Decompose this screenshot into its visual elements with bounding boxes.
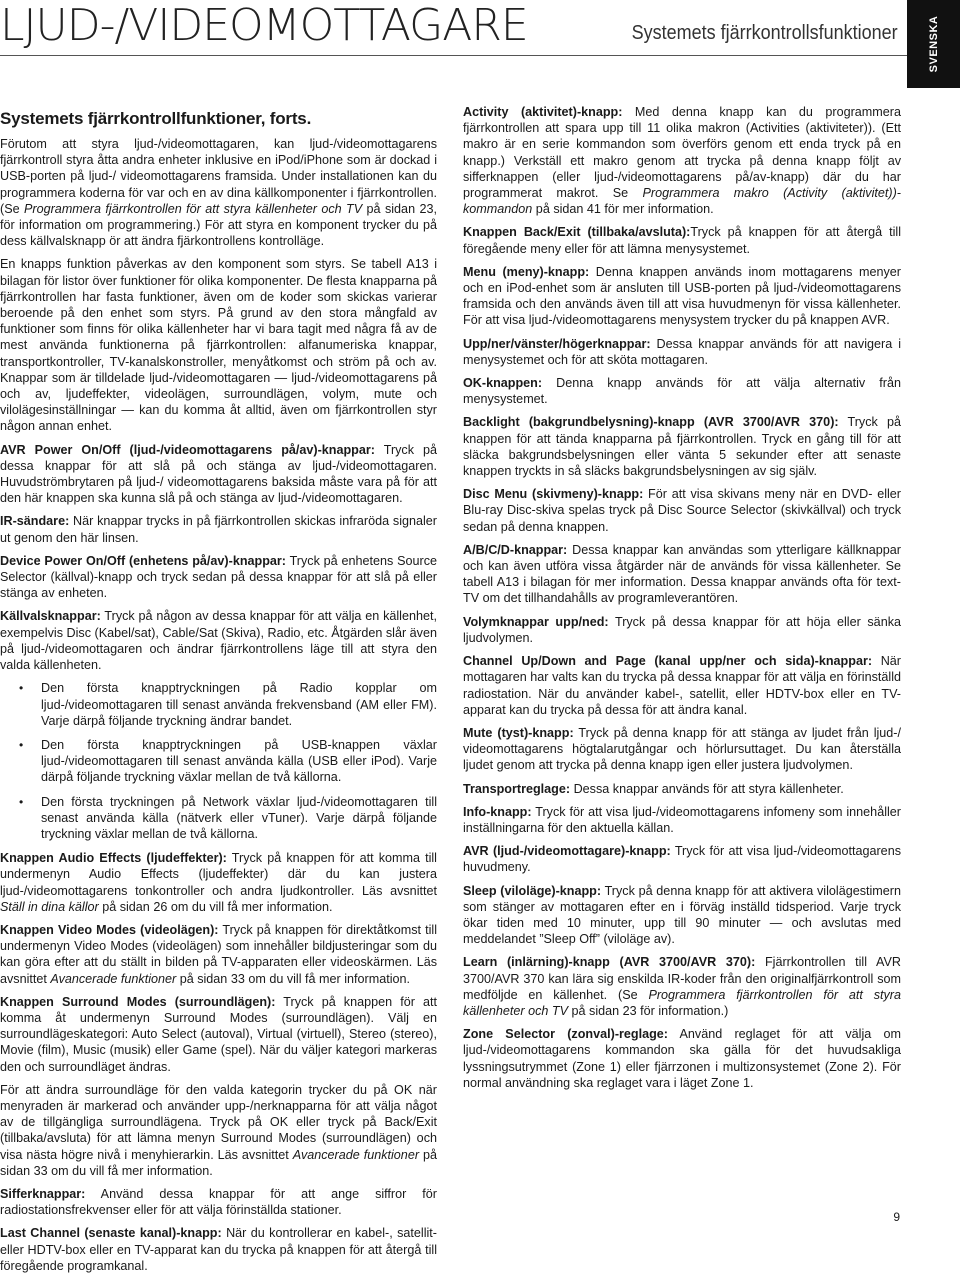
- right-column: [463, 104, 901, 1098]
- language-tab-label: SVENSKA: [927, 15, 940, 73]
- transport-paragraph: Transportreglage: Dessa knappar används för att styra källenheter.: [463, 781, 844, 796]
- page-number: 9: [893, 1210, 900, 1224]
- intro-paragraph: Förutom att styra ljud-/videomottagaren, kan ljud-/videomottagarens fjärrkontroll styra åtta andra enheter inklusive en iPod/iPhone som är dockad i USB-porten på ljud-/ videomottagarens framsida. Under installationen kan du programmera koderna för var och en av dina källkomponenter i fjärrkontrollen. (Se Programmera fjärrkontrollen för att styra källenheter och TV på sidan 23, för information om programmering.) För att styra en komponent trycker du på dess källvalsknapp ör att ändra fjärkontrollens kontrolläge.: [0, 137, 437, 249]
- page-header-subtitle: Systemets fjärrkontrollsfunktioner: [631, 22, 898, 44]
- info-paragraph: Info-knapp: Tryck för att visa ljud-/videomottagarens infomeny som innehåller inställningarna för den aktuella källan.: [463, 804, 901, 835]
- audio-effects-paragraph: Knappen Audio Effects (ljudeffekter): Tryck på knappen för att komma till undermenyn Audio Effects (ljudeffekter) där du kan justera ljud-/videomottagarens tonkontroller och andra ljudkontroller. Läs avsnittet Ställ in dina källor på sidan 26 om du vill få mer information.: [0, 851, 437, 914]
- menu-paragraph: Menu (meny)-knapp: Denna knappen används inom mottagarens menyer och en iPod-enhet som är ansluten till USB-porten på ljud-/videomottagarens framsida och den används även till att visa huvudmenyn för vissa källenheter. För att visa ljud-/videomottagarens menysystem trycker du på knappen AVR.: [463, 264, 901, 328]
- surround-modes-paragraph: Knappen Surround Modes (surroundlägen): Tryck på knappen för att komma åt undermenyn Surround Modes (surroundlägen). Välj en surroundlägeskategori: Auto Select (autoval), Virtual (virtuell), Stereo (stereo), Movie (film), Music (musik) eller Game (spel). När du väljer kategori markeras den och surroundläget ändras.: [0, 994, 437, 1074]
- activity-paragraph: Activity (aktivitet)-knapp: Med denna knapp kan du programmera fjärrkontrollen att spara upp till 11 olika makron (Activities (aktiviteter)). (Ett makro är en serie kommandon som överförs genom ett enda tryck på en knapp.) Verkställ ett makro genom att trycka på denna knapp följt av sifferknappen (eller ljud-/videomottagarens på/av-knapp) där du har programmerat makrot. Se Programmera makro (Activity (aktivitet))-kommandon på sidan 41 för mer information.: [463, 105, 901, 217]
- disc-menu-paragraph: Disc Menu (skivmeny)-knapp: För att visa skivans meny när en DVD- eller Blu-ray Disc-skiva spelas tryck på Disc Source Selector (skivkällval) och tryck sedan på denna knappen.: [463, 487, 901, 534]
- list-item: • Den första knapptryckningen på Radio kopplar om ljud-/videomottagaren till senast använda frekvensband (AM eller FM). Varje därpå följande tryckning ändrar bandet.: [19, 681, 437, 728]
- surround-change-paragraph: För att ändra surroundläge för den valda kategorin trycker du på OK när menyraden är markerad och använder upp-/nerknapparna för att välja något av de tillgängliga surroundlägena. Tryck på OK eller tryck på Back/Exit (tillbaka/avsluta) för att lämna menyn Surround Modes (surroundlägen) och visa nästa högre nivå i menyhierarkin. Läs avsnittet Avancerade funktioner på sidan 33 om du vill få mer information.: [0, 1082, 437, 1178]
- digit-buttons-paragraph: Sifferknappar: Använd dessa knappar för att ange siffror för radiostationsfrekvenser eller för att välja förinställda stationer.: [0, 1186, 437, 1218]
- section-title: Systemets fjärrkontrollfunktioner, forts.: [0, 109, 312, 128]
- mute-paragraph: Mute (tyst)-knapp: Tryck på denna knapp för att stänga av ljudet från ljud-/ videomottagarens högtalarutgångar och hörlursuttaget. Du kan återställa ljudet genom att trycka på denna knapp igen eller justera ljudvolymen.: [463, 725, 901, 773]
- learn-paragraph: Learn (inlärning)-knapp (AVR 3700/AVR 370): Fjärrkontrollen till AVR 3700/AVR 370 kan lära sig enskilda IR-koder från den originalfjärrkontroll som medföljde en källenhet. (Se Programmera fjärrkontrollen för att styra källenheter och TV på sidan 23 för information.): [463, 955, 902, 1018]
- ir-transmitter-paragraph: IR-sändare: När knappar trycks in på fjärrkontrollen skickas infraröda signaler ut genom den här linsen.: [0, 514, 437, 545]
- ok-paragraph: OK-knappen: Denna knapp används för att välja alternativ från menysystemet.: [463, 376, 901, 407]
- video-modes-paragraph: Knappen Video Modes (videolägen): Tryck på knappen för direktåtkomst till undermenyn Video Modes (videolägen) som innehåller bildjusteringar som du kan göra efter att du ställt in bilden på TV-apparaten eller videoskärmen. Läs avsnittet Avancerade funktioner på sidan 33 om du vill få mer information.: [0, 922, 437, 986]
- volume-paragraph: Volymknappar upp/ned: Tryck på dessa knappar för att höja eller sänka ljudvolymen.: [463, 614, 901, 645]
- abcd-paragraph: A/B/C/D-knappar: Dessa knappar kan användas som ytterligare källknappar och kan även utföra vissa åtgärder när de används för vissa källenheter. Se tabell A13 i bilagan för mer information. Dessa knappar används ofta för text-TV om det tillhandahålls av programleverantören.: [463, 542, 901, 606]
- avr-paragraph: AVR (ljud-/videomottagare)-knapp: Tryck för att visa ljud-/videomottagarens huvudmeny.: [463, 844, 901, 875]
- source-bullet-list: [0, 680, 437, 842]
- last-channel-paragraph: Last Channel (senaste kanal)-knapp: När du kontrollerar en kabel-, satellit- eller HDTV-box eller en TV-apparat kan du trycka på knappen för att återgå till föregående programkanal.: [0, 1226, 437, 1273]
- backlight-paragraph: Backlight (bakgrundbelysning)-knapp (AVR 3700/AVR 370): Tryck på knappen för att tända knapparna på fjärrkontrollen. Tryck en gång till för att släcka bakgrundsbelysningen eller vänta 5 sekunder efter att senaste knappen tryckts in så släcks bakgrundsbelysningen av sig själv.: [463, 415, 901, 479]
- source-selector-paragraph: Källvalsknappar: Tryck på någon av dessa knappar för att välja en källenhet, exempelvis Disc (Kabel/sat), Cable/Sat (Skiva), Radio, etc. Åtgärden slår även på ljud-/videomottagaren och ändrar fjärrkontrollens läge till att styra den valda källenheten.: [0, 609, 437, 673]
- back-exit-paragraph: Knappen Back/Exit (tillbaka/avsluta):Tryck på knappen för att återgå till föregående meny eller för att lämna menysystemet.: [463, 225, 901, 256]
- header-divider: [0, 55, 907, 56]
- list-item: • Den första knapptryckningen på USB-knappen växlar ljud-/videomottagaren till senast använda källa (USB eller iPod). Varje därpå följande tryckning växlar mellan de två källorna.: [19, 737, 437, 785]
- left-column: [0, 108, 437, 1281]
- language-tab: [907, 0, 960, 88]
- channel-paragraph: Channel Up/Down and Page (kanal upp/ner och sida)-knappar: När mottagaren har valts kan du trycka på dessa knappar för att välja en förinställd radiostation. När du använder kabel-, satellit, eller HDTV-box eller en TV-apparat kan du trycka på dessa för att ändra kanal.: [463, 654, 901, 717]
- arrow-buttons-paragraph: Upp/ner/vänster/högerknappar: Dessa knappar används för att navigera i menysystemet och för att sköta mottagaren.: [463, 336, 901, 367]
- functions-paragraph: En knapps funktion påverkas av den komponent som styrs. Se tabell A13 i bilagan för listor över funktioner för olika komponenter. De flesta knapparna på fjärrkontrollen har fasta funktioner, även om de koder som skickas varierar beroende på den enhet som styrs. På grund av den stora mångfald av funktioner som finns för olika källenheter har vi bara tagit med några få av de mest använda funktionerna på fjärrkontrollen: alfanumeriska knappar, transportkontroller, TV-kanalskonstroller, menyåtkomst och ström på och av. Knappar som är tilldelade ljud-/videomottagaren — ljud-/videomottagarens på och av, ljudeffekter, videolägen, surroundlägen, volym, mute och vilolägesinställningar — kan du komma åt alltid, även om fjärrkontrollen styr någon annan enhet.: [0, 257, 437, 434]
- avr-power-paragraph: AVR Power On/Off (ljud-/videomottagarens på/av)-knappar: Tryck på dessa knappar för att slå på och stänga av ljud-/videomottagaren. Huvudströmbrytaren på ljud-/ videomottagarens baksida måste vara på för att den här knappen ska kunna slå på och stänga av ljud-/videomottagaren.: [0, 442, 437, 506]
- sleep-paragraph: Sleep (viloläge)-knapp: Tryck på denna knapp för att aktivera vilolägestimern som stänger av mottagaren efter en i förväg inställd tidsperiod. Varje tryck ökar tiden med 10 minuter, upp till 90 minuter — och avslutas med meddelandet ”Sleep Off” (viloläge av).: [463, 883, 901, 947]
- page-header-title: LJUD-/VIDEOMOTTAGARE: [0, 0, 528, 51]
- zone-selector-paragraph: Zone Selector (zonval)-reglage: Använd reglaget för att välja om ljud-/videomottagarens kommandon ska gälla för det huvudsakliga lyssningsutrymmet (Zone 1) eller fjärrzonen i multizonsystemet (Zone 2). För normal användning ska reglaget vara i läget Zone 1.: [463, 1027, 901, 1090]
- device-power-paragraph: Device Power On/Off (enhetens på/av)-knappar: Tryck på enhetens Source Selector (källval)-knapp och tryck sedan på dessa knappar för att slå på eller stänga av enheten.: [0, 553, 437, 601]
- list-item: • Den första tryckningen på Network växlar ljud-/videomottagaren till senast använda källa (nätverk eller vTuner). Varje därpå följande tryckning växlar mellan de två källorna.: [19, 794, 437, 841]
